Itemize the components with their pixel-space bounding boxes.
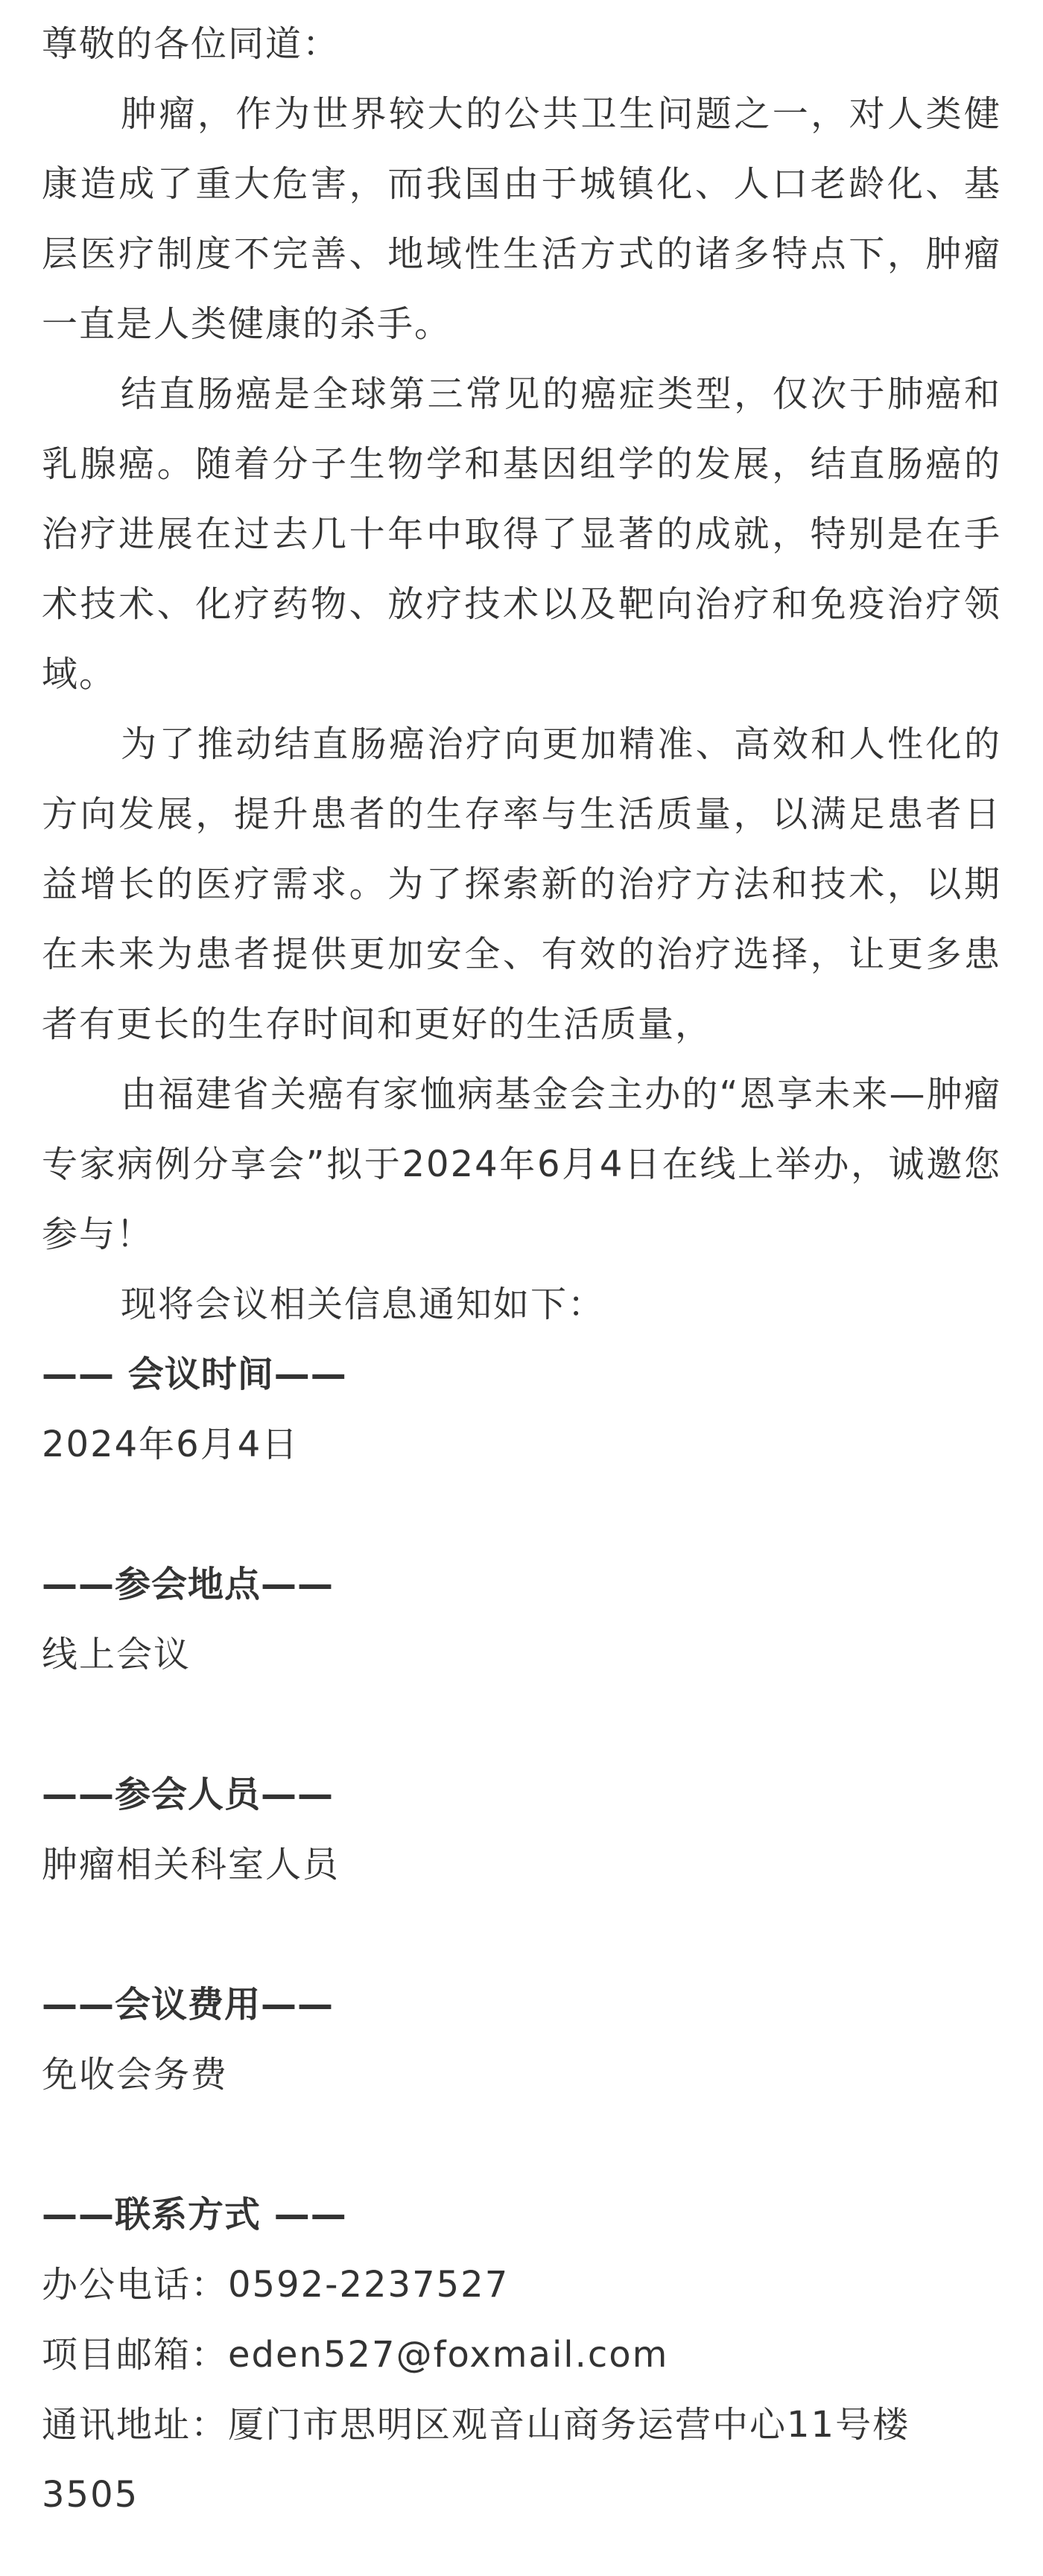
spacer [42,2110,1001,2180]
section-meeting-fee [42,1970,1001,2110]
section-heading-contact: ——联系方式 —— [42,2194,347,2236]
paragraph-colorectal-cancer: 结直肠癌是全球第三常见的癌症类型，仅次于肺癌和乳腺癌。随着分子生物学和基因组学的发展，结直肠癌的治疗进展在过去几十年中取得了显著的成就，特别是在手术技术、化疗药物、放疗技术以及靶向治疗和免疫治疗领域。 [42,373,1001,695]
greeting: 尊敬的各位同道： [42,23,340,65]
spacer [42,1900,1001,1970]
section-meeting-time [42,1339,1001,1479]
section-heading-fee: ——会议费用—— [42,1984,335,2025]
spacer [42,1690,1001,1760]
contact-email: 项目邮箱：eden527@foxmail.com [42,2334,669,2376]
paragraph-notice-intro: 现将会议相关信息通知如下： [121,1284,606,1325]
meeting-fee: 免收会务费 [42,2054,229,2096]
section-contact [42,2180,1001,2530]
contact-address: 通讯地址：厦门市思明区观音山商务运营中心11号楼3505 [42,2404,910,2516]
contact-phone: 办公电话：0592-2237527 [42,2264,510,2306]
paragraph-invitation: 由福建省关癌有家恤病基金会主办的“恩享未来—肿瘤专家病例分享会”拟于2024年6月4日在线上举办，诚邀您参与！ [42,1073,1001,1255]
attendees: 肿瘤相关科室人员 [42,1844,340,1885]
paragraph-tumor-intro: 肿瘤，作为世界较大的公共卫生问题之一，对人类健康造成了重大危害，而我国由于城镇化、人口老龄化、基层医疗制度不完善、地域性生活方式的诸多特点下，肿瘤一直是人类健康的杀手。 [42,93,1001,345]
section-attendees [42,1760,1001,1900]
spacer [42,1479,1001,1549]
meeting-date: 2024年6月4日 [42,1424,299,1465]
section-heading-place: ——参会地点—— [42,1564,335,1605]
meeting-place: 线上会议 [42,1634,191,1675]
section-meeting-place [42,1549,1001,1690]
section-heading-time: —— 会议时间—— [42,1354,347,1395]
paragraph-purpose: 为了推动结直肠癌治疗向更加精准、高效和人性化的方向发展，提升患者的生存率与生活质量，以满足患者日益增长的医疗需求。为了探索新的治疗方法和技术，以期在未来为患者提供更加安全、有效的治疗选择，让更多患者有更长的生存时间和更好的生活质量， [42,723,1001,1045]
section-heading-attendees: ——参会人员—— [42,1774,335,1815]
